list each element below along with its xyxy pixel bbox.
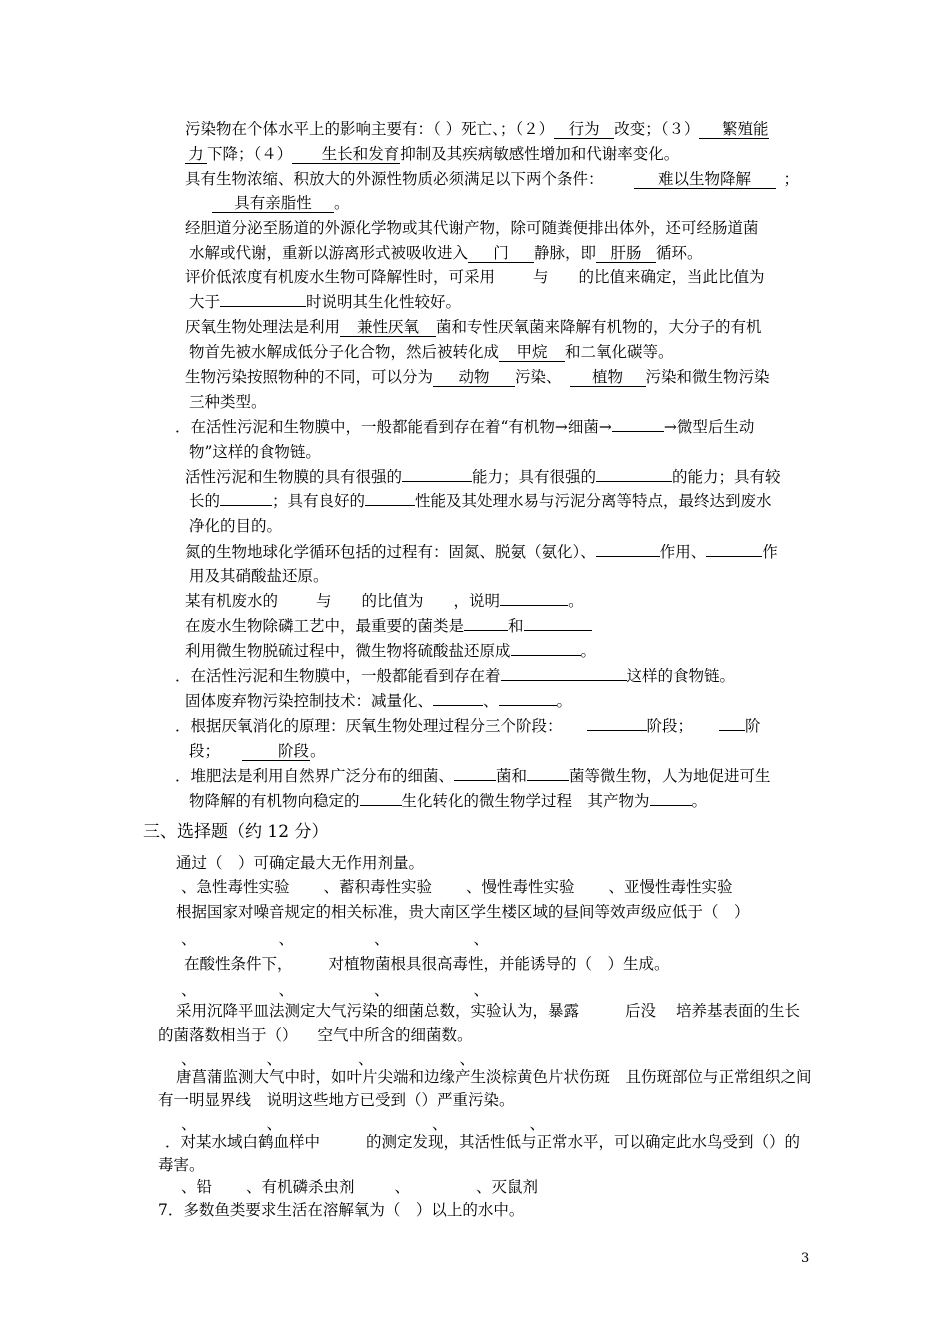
q12-blank bbox=[511, 655, 581, 656]
c6-line2: 毒害。 bbox=[158, 1156, 205, 1174]
q16-blank-2 bbox=[527, 780, 569, 781]
q3-line1: 经胆道分泌至肠道的外源化学物或其代谢产物，除可随粪便排出体外，还可经肠道菌 bbox=[185, 219, 759, 237]
q3-answer-enterohepatic: 肝肠 bbox=[596, 245, 656, 263]
q15-blank-3: 阶段 bbox=[242, 743, 310, 761]
q1-answer-reproduction: 繁殖能 bbox=[699, 121, 769, 139]
c4-options: 、 、 、 、 bbox=[181, 1050, 476, 1068]
q16-blank-4 bbox=[650, 805, 692, 806]
c5-line1: 唐菖蒲监测大气中时，如叶片尖端和边缘产生淡棕黄色片状伤斑 且伤斑部位与正常组织之间 bbox=[176, 1068, 812, 1086]
q9-line2: 用及其硝酸盐还原。 bbox=[189, 567, 329, 585]
q4-line1: 评价低浓度有机废水生物可降解性时，可采用 与 的比值来确定，当此比值为 bbox=[185, 268, 765, 286]
q3-answer-portal: 门 bbox=[468, 245, 534, 263]
c3-question: 在酸性条件下， 对植物菌根具很高毒性，并能诱导的（ ）生成。 bbox=[184, 955, 670, 973]
q13-blank bbox=[501, 680, 627, 681]
q11-blank-2 bbox=[524, 630, 592, 631]
c5-line2: 有一明显界线 说明这些地方已受到（）严重污染。 bbox=[158, 1091, 515, 1109]
q7-line2: 物”这样的食物链。 bbox=[189, 443, 321, 461]
c3-options: 、 、 、 、 bbox=[181, 981, 490, 999]
c1-question: 通过（ ）可确定最大无作用剂量。 bbox=[176, 854, 425, 872]
q6-answer-plant: 植物 bbox=[570, 369, 646, 387]
q1-line2: 力 下降；（４） 生长和发育抑制及其疾病敏感性增加和代谢率变化。 bbox=[185, 144, 679, 164]
q4-blank bbox=[220, 306, 306, 307]
c6-line1: ．对某水域白鹤血样中 的测定发现，其活性低与正常水平，可以确定此水鸟受到（）的 bbox=[165, 1133, 801, 1151]
q13-line: ．在活性污泥和生物膜中，一般都能看到存在着 这样的食物链。 bbox=[175, 667, 736, 685]
q7-line1: ．在活性污泥和生物膜中，一般都能看到存在着“有机物→细菌→ →微型后生动 bbox=[175, 418, 755, 436]
q7-blank bbox=[612, 431, 664, 432]
q5-answer-methane: 甲烷 bbox=[499, 344, 565, 362]
q8-blank-4 bbox=[365, 505, 415, 506]
q8-blank-1 bbox=[402, 481, 472, 482]
q15-line1: ．根据厌氧消化的原理：厌氧生物处理过程分三个阶段： 阶段； 阶 bbox=[175, 717, 761, 735]
q5-line2: 物首先被水解成低分子化合物，然后被转化成 甲烷 和二氧化碳等。 bbox=[189, 343, 674, 361]
q1-answer-behavior: 行为 bbox=[554, 121, 614, 139]
q11-blank-1 bbox=[464, 630, 508, 631]
q2-answer-lipophilic: 具有亲脂性 bbox=[212, 195, 334, 213]
q5-line1: 厌氧生物处理法是利用 兼性厌氧 菌和专性厌氧菌来降解有机物的，大分子的有机 bbox=[185, 318, 762, 336]
q6-line2: 三种类型。 bbox=[189, 393, 267, 411]
q5-answer-facultative: 兼性厌氧 bbox=[340, 319, 436, 337]
q10-line: 某有机废水的 与 的比值为 ，说明 。 bbox=[185, 592, 584, 610]
q9-blank-2 bbox=[706, 556, 762, 557]
q14-blank-2 bbox=[499, 705, 557, 706]
q15-blank-2 bbox=[719, 730, 745, 731]
q16-blank-3 bbox=[360, 805, 402, 806]
q2-line2: 具有亲脂性 。 bbox=[212, 193, 350, 213]
q15-blank-1 bbox=[587, 730, 647, 731]
q1-answer-reproduction-cont: 力 bbox=[185, 146, 207, 164]
q16-line1: ．堆肥法是利用自然界广泛分布的细菌、 菌和 菌等微生物，人为地促进可生 bbox=[175, 767, 771, 785]
q6-answer-animal: 动物 bbox=[433, 369, 515, 387]
c5-options: 、 、 、 、 bbox=[181, 1115, 546, 1133]
q11-line: 在废水生物除磷工艺中，最重要的菌类是 和 bbox=[185, 616, 592, 636]
q3-line2: 水解或代谢，重新以游离形式被吸收进入 门 静脉，即 肝肠 循环。 bbox=[189, 244, 703, 262]
section-heading-choice: 三、选择题（约 12 分） bbox=[143, 822, 329, 842]
q10-blank bbox=[500, 605, 568, 606]
q6-line1: 生物污染按照物种的不同，可以分为 动物 污染、 植物 污染和微生物污染 bbox=[185, 368, 770, 386]
q1-answer-growth: 生长和发育 bbox=[292, 146, 400, 164]
q1-line1: 污染物在个体水平上的影响主要有：（ ）死亡、；（２） 行为 改变；（３） 繁殖能 bbox=[185, 120, 769, 138]
q2-line1: 具有生物浓缩、积放大的外源性物质必须满足以下两个条件： 难以生物降解 ； bbox=[185, 170, 800, 188]
q14-line: 固体废弃物污染控制技术：减量化、 、 。 bbox=[185, 692, 573, 710]
q8-blank-3 bbox=[220, 505, 272, 506]
q8-line1: 活性污泥和生物膜的具有很强的 能力；具有很强的 的能力；具有较 bbox=[185, 468, 781, 486]
c2-options: 、 、 、 、 bbox=[181, 930, 490, 948]
q16-blank-1 bbox=[454, 780, 496, 781]
c6-options: 、铅 、有机磷杀虫剂 、 、灭鼠剂 bbox=[181, 1178, 539, 1196]
q15-line2: 段； 阶段。 bbox=[189, 742, 326, 760]
q9-line1: 氮的生物地球化学循环包括的过程有：固氮、脱氨（氨化）、 作用、 作 bbox=[185, 543, 778, 561]
c2-question: 根据国家对噪音规定的相关标准，贵大南区学生楼区域的昼间等效声级应低于（ ） bbox=[176, 903, 750, 921]
page-number: 3 bbox=[801, 1251, 810, 1266]
q16-line2: 物降解的有机物向稳定的 生化转化的微生物学过程 其产物为 。 bbox=[189, 792, 708, 810]
q12-line: 利用微生物脱硫过程中，微生物将硫酸盐还原成 。 bbox=[185, 642, 597, 660]
q8-blank-2 bbox=[596, 481, 672, 482]
q2-answer-nondegradable: 难以生物降解 bbox=[634, 171, 776, 189]
c4-line2: 的菌落数相当于（） 空气中所含的细菌数。 bbox=[158, 1026, 473, 1044]
q9-blank-1 bbox=[596, 556, 660, 557]
c7-question: 7．多数鱼类要求生活在溶解氧为（ ）以上的水中。 bbox=[158, 1201, 525, 1219]
q8-line2: 长的 ；具有良好的 性能及其处理水易与污泥分离等特点，最终达到废水 bbox=[189, 492, 772, 510]
c1-options: 、急性毒性实验 、蓄积毒性实验 、慢性毒性实验 、亚慢性毒性实验 bbox=[181, 878, 733, 896]
q8-line3: 净化的目的。 bbox=[189, 517, 283, 535]
q14-blank-1 bbox=[433, 705, 483, 706]
c4-line1: 采用沉降平皿法测定大气污染的细菌总数，实验认为，暴露 后没 培养基表面的生长 bbox=[176, 1002, 801, 1020]
q4-line2: 大于 时说明其生化性较好。 bbox=[189, 293, 462, 311]
